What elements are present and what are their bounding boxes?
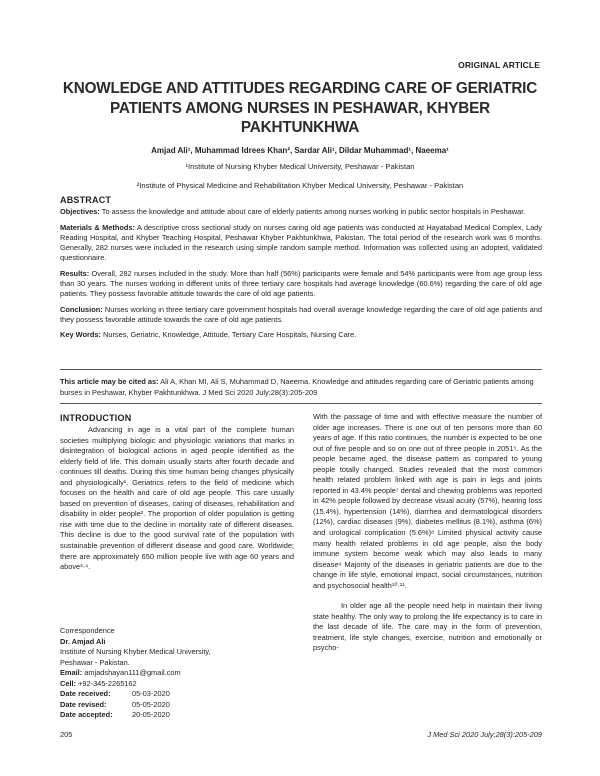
results-text: Overall, 282 nurses included in the study. More than half (56%) participants were female and 54% participants were from age group less than 30 years. The nurses working in different units of three tertiary care hospitals had average knowledge (60.6%) regarding the care of old age patients. They possess favorable attitude towards the care of old age patients. <box>60 268 542 299</box>
divider-bottom <box>60 403 542 404</box>
citation-label: This article may be cited as: <box>60 377 159 386</box>
date-revised-row <box>60 700 294 711</box>
left-column <box>60 425 294 573</box>
cell-number: +92-345-2265162 <box>78 678 137 688</box>
cell-label: Cell: <box>60 678 77 688</box>
author-list: Amjad Ali¹, Muhammad Idrees Khan², Sardar Ali¹, Dildar Muhammad¹, Naeema¹ <box>151 146 449 155</box>
correspondence-email-row <box>60 668 294 679</box>
abstract-heading: ABSTRACT <box>60 195 112 205</box>
methods-label: Materials & Methods: <box>60 222 135 232</box>
correspondence-cell-row <box>60 679 294 690</box>
keywords-label: Key Words: <box>60 330 101 340</box>
abstract-results <box>60 269 542 300</box>
conclusion-text: Nurses working in three tertiary care government hospitals had overall average knowledge regarding the care of old age patients and they possess favorable attitude towards the care of old age patients. <box>60 304 542 324</box>
intro-paragraph-3: In older age all the people need help in maintain their living state healthy. The only way to prolong the life expectancy is to care in the last decade of life. The care may in the form of prevention, treatment, life style changes, exercise, nutrition and emotionally or psycho- <box>313 601 542 653</box>
abstract-objectives <box>60 207 542 217</box>
affiliation-1: ¹Institute of Nursing Khyber Medical University, Peshawar - Pakistan <box>185 162 415 171</box>
citation-text: Ali A, Khan MI, Ali S, Muhammad D, Naeema. Knowledge and attitudes regarding care of Geriatric patients among burses in Peshawar, Khyber Pakhtunkhwa. J Med Sci 2020 July;28(3):205-209 <box>60 377 534 397</box>
revised-date: 05-05-2020 <box>132 699 170 709</box>
affiliation-2: ²Institute of Physical Medicine and Rehabilitation Khyber Medical University, Peshawar - Pakistan <box>136 181 464 190</box>
results-label: Results: <box>60 268 90 278</box>
received-date: 05-03-2020 <box>132 689 170 698</box>
introduction-heading: INTRODUCTION <box>60 413 132 423</box>
abstract-section <box>60 195 542 346</box>
email-label: Email: <box>60 668 83 677</box>
date-received-row <box>60 689 294 700</box>
correspondence-label: Correspondence <box>60 626 115 635</box>
date-accepted-row <box>60 710 294 721</box>
accepted-date: 20-05-2020 <box>132 710 170 719</box>
article-type-label: ORIGINAL ARTICLE <box>458 60 540 70</box>
received-label: Date received: <box>60 689 111 698</box>
objectives-text: To assess the knowledge and attitude about care of elderly patients among nurses working in public sector hospitals in Peshawar. <box>101 207 526 217</box>
correspondence-institute: Institute of Nursing Khyber Medical University, <box>60 647 211 656</box>
abstract-methods <box>60 223 542 264</box>
objectives-label: Objectives: <box>60 207 100 217</box>
citation-block <box>60 377 542 398</box>
article-title: KNOWLEDGE AND ATTITUDES REGARDING CARE OF GERIATRIC PATIENTS AMONG NURSES IN PESHAWAR, KHYBER PAKHTUNKHWA <box>62 80 538 136</box>
correspondence-city: Peshawar - Pakistan. <box>60 657 130 667</box>
revised-label: Date revised: <box>60 699 107 709</box>
methods-text: A descriptive cross sectional study on nurses caring old age patients was conducted at Hayatabad Medical Complex, Lady Reading Hospital, and Khyber Teaching Hospital, Peshawar Khyber Pakhtunkhwa, Pakistan. The total period of the research work was 6 months. Generally, 282 nurses were included in the research using simple random sample method. Information was collected using an adopted, validated questionnaire. <box>60 222 542 263</box>
correspondence-block <box>60 626 294 721</box>
divider-top <box>60 369 542 370</box>
intro-paragraph-2: With the passage of time and with effective measure the number of older age increases. There is one out of ten persons more than 60 years of age. If this ratio continues, the number is expected to be one out of five people and so on one out of three people in 2051⁵. As the people became aged, the disease pattern as compared to young people totally changed. Studies revealed that the most common health related problem linked with age is pain in legs and joints reported in 43.4% people⁷ dental and chewing problems was reported in 42% people followed by decrease visual acuity (57%), hearing loss (15.4%), hypertension (14%), diarrhea and dermatological disorders (12%), cardiac diseases (9%), diabetes mellitus (8.1%), asthma (6%) and urological complication (5.6%)⁸ Limited physical activity cause many health related problems in old age people, also the body immune system become weak which may also leads to many disease⁹ Majority of the diseases in geriatric patients are due to the change in life style, emotional impact, social circumstances, nutrition and psychosocial health¹⁰·¹¹. <box>313 412 542 590</box>
correspondence-name: Dr. Amjad Ali <box>60 636 106 646</box>
page-number: 205 <box>60 730 73 739</box>
keywords-text: Nurses, Geriatric, Knowledge, Attitude, Tertiary Care Hospitals, Nursing Care. <box>103 330 357 340</box>
journal-citation-footer: J Med Sci 2020 July;28(3):205-209 <box>427 730 542 739</box>
conclusion-label: Conclusion: <box>60 304 103 314</box>
intro-paragraph-1: Advancing in age is a vital part of the complete human societies multiplying biologic and physiologic variations that marks in disintegration of biological actions in aged people identified as the elderly field of life. This domain usually starts after fourth decade and continues till deaths. During this time human being changes physically and physiologically¹. Geriatrics refers to the field of medicine which focuses on the health and care of old age people. This care usually based on prevention of diseases, caring of diseases, rehabilitation and disability in older people². The proportion of older population is getting rise with time due to the decline in mortality rate of different diseases. This decline is due to the good survival rate of the population with sustainable prevention of different disease and good care. Worldwide; there are approximately 650 million people live with age 60 years and above³·⁴. <box>60 425 294 572</box>
abstract-conclusion <box>60 305 542 326</box>
right-column <box>313 412 542 654</box>
abstract-keywords <box>60 330 542 340</box>
accepted-label: Date accepted: <box>60 710 113 719</box>
email-link[interactable]: amjadshayan111@gmail.com <box>84 668 181 677</box>
